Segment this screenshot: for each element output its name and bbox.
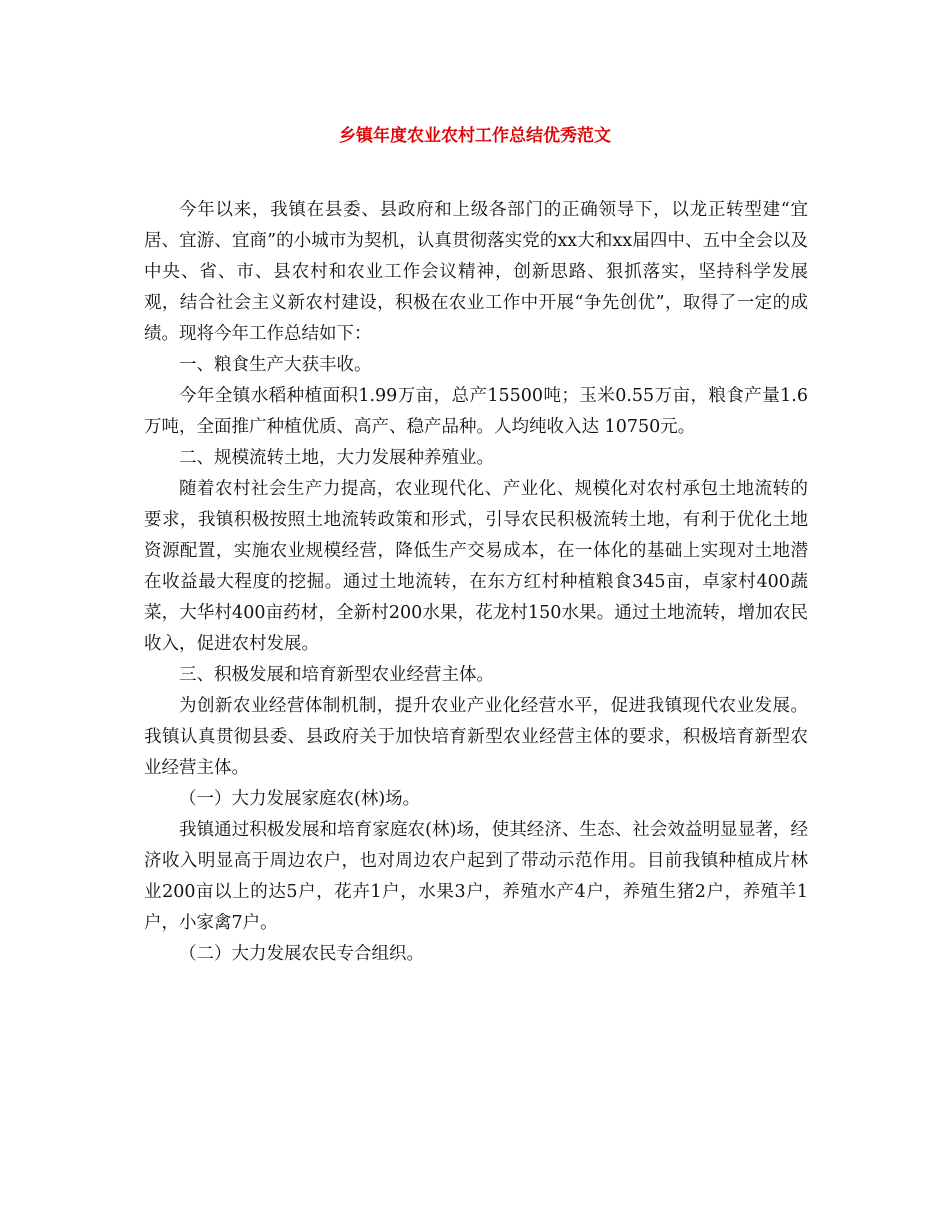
section-heading-2: 二、规模流转土地，大力发展种养殖业。	[179, 448, 494, 468]
section-1-paragraph: 今年全镇水稻种植面积1.99万亩，总产15500吨；玉米0.55万亩，粮食产量1.6万吨，全面推广种植优质、高产、稳产品种。人均纯收入达 10750元。	[144, 386, 808, 437]
section-heading-3: 三、积极发展和培育新型农业经营主体。	[179, 665, 494, 685]
subsection-heading-1: （一）大力发展家庭农(林)场。	[179, 789, 421, 809]
subsection-1-paragraph: 我镇通过积极发展和培育家庭农(林)场，使其经济、生态、社会效益明显显著，经济收入明显高于周边农户，也对周边农户起到了带动示范作用。目前我镇种植成片林业200亩以上的达5户，花卉1户，水果3户，养殖水产4户，养殖生猪2户，养殖羊1户，小家禽7户。	[144, 820, 808, 933]
document-body	[144, 195, 808, 970]
section-2-paragraph: 随着农村社会生产力提高，农业现代化、产业化、规模化对农村承包土地流转的要求，我镇积极按照土地流转政策和形式，引导农民积极流转土地，有利于优化土地资源配置，实施农业规模经营，降低生产交易成本，在一体化的基础上实现对土地潜在收益最大程度的挖掘。通过土地流转，在东方红村种植粮食345亩，卓家村400蔬菜，大华村400亩药材，全新村200水果，花龙村150水果。通过土地流转，增加农民收入，促进农村发展。	[144, 479, 808, 654]
section-heading-1: 一、粮食生产大获丰收。	[179, 355, 372, 375]
document-title: 乡镇年度农业农村工作总结优秀范文	[339, 126, 611, 146]
intro-paragraph: 今年以来，我镇在县委、县政府和上级各部门的正确领导下，以龙正转型建“宜居、宜游、宜商”的小城市为契机，认真贯彻落实党的xx大和xx届四中、五中全会以及中央、省、市、县农村和农业工作会议精神，创新思路、狠抓落实，坚持科学发展观，结合社会主义新农村建设，积极在农业工作中开展“争先创优”，取得了一定的成绩。现将今年工作总结如下：	[144, 200, 808, 344]
section-3-paragraph: 为创新农业经营体制机制，提升农业产业化经营水平，促进我镇现代农业发展。我镇认真贯彻县委、县政府关于加快培育新型农业经营主体的要求，积极培育新型农业经营主体。	[144, 696, 808, 778]
subsection-heading-2: （二）大力发展农民专合组织。	[179, 944, 424, 964]
